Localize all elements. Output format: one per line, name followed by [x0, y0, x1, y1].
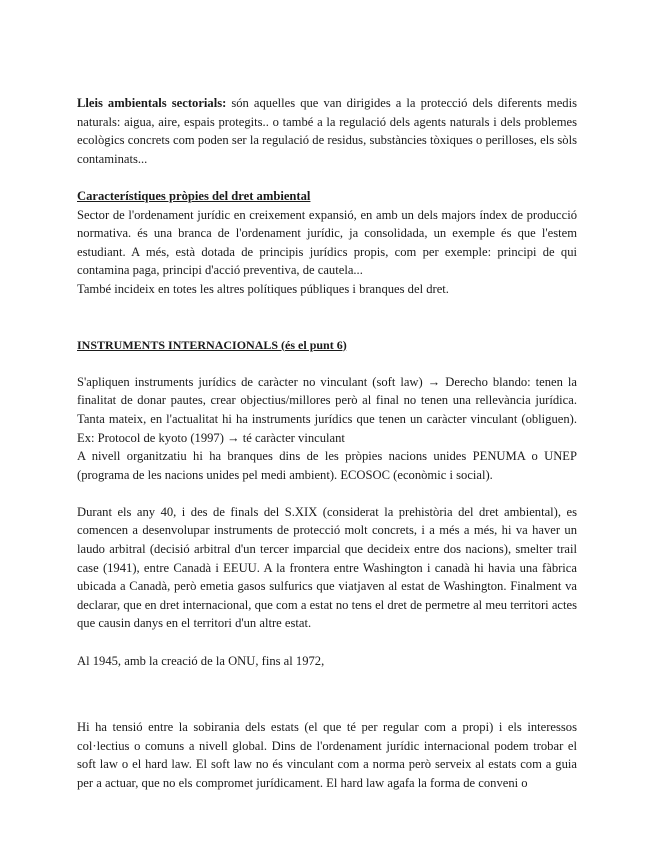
spacer: [77, 484, 577, 503]
paragraph-sectoral-laws: [77, 94, 577, 168]
sectoral-laws-term: Lleis ambientals sectorials:: [77, 96, 227, 110]
spacer: [77, 168, 577, 187]
paragraph-soft-law: S'apliquen instruments jurídics de caràcter no vinculant (soft law) → Derecho blando: tenen la finalitat de donar pautes, crear objectius/millores però al final no tenen una rellevància jurídica. Tanta mateix, en l'actualitat hi ha instruments jurídics que tenen un caràcter vinculant (obliguen). Ex: Protocol de kyoto (1997) → té caràcter vinculant: [77, 374, 577, 445]
document-page: [77, 94, 577, 793]
spacer: [77, 633, 577, 652]
paragraph-also-affects: També incideix en totes les altres polítiques públiques i branques del dret.: [77, 281, 449, 296]
spacer: [77, 299, 577, 336]
heading-international-instruments: INSTRUMENTS INTERNACIONALS (és el punt 6): [77, 337, 347, 352]
paragraph-sovereignty: Hi ha tensió entre la sobirania dels estats (el que té per regular com a propi) i els interessos col·lectius o comuns a nivell global. Dins de l'ordenament jurídic internacional podem trobar el soft law o el hard law. El soft law no és vinculant com a norma però serveix al estats com a guia per a actuar, que no els compromet jurídicament. El hard law agafa la forma de conveni o: [77, 720, 577, 790]
paragraph-history: Durant els any 40, i des de finals del S.XIX (considerat la prehistòria del dret ambiental), es comencen a desenvolupar instruments de protecció molt concrets, i a més a més, hi va haver un laudo arbitral (decisió arbitral d'un tercer imparcial que decideix entre dos nacions), smelter trail case (1941), entre Canadà i EEUU. A la frontera entre Washington i canadà hi havia una fàbrica ubicada a Canadà, però emetia gasos sulfurics que viatjaven al estat de Washington. Finalment va declarar, que en dret internacional, que com a estat no tens el dret de permetre al meu territori actes que causin danys en el territori d'un altre estat.: [77, 504, 577, 631]
paragraph-onu: Al 1945, amb la creació de la ONU, fins al 1972,: [77, 653, 325, 668]
heading-characteristics: Característiques pròpies del dret ambiental: [77, 188, 311, 203]
spacer: [77, 354, 577, 373]
sectoral-laws-text: són aquelles que van dirigides a la protecció dels diferents medis naturals: aigua, aire, espais protegits.. o també a la regulació dels agents naturals i dels problemes ecològics concrets com poden ser la regulació de residus, substàncies tòxiques o perilloses, els sòls contaminats...: [77, 96, 577, 166]
paragraph-characteristics: Sector de l'ordenament jurídic en creixement expansió, en amb un dels majors índex de producció normativa. és una branca de l'ordenament jurídic, ja consolidada, un exemple és que l'estem estudiant. A més, està dotada de principis jurídics propis, com per exemple: principi de qui contamina paga, principi d'acció preventiva, de cautela...: [77, 207, 577, 278]
spacer: [77, 670, 577, 718]
paragraph-organizational: A nivell organitzatiu hi ha branques dins de les pròpies nacions unides PENUMA o UNEP (programa de les nacions unides pel medi ambient). ECOSOC (econòmic i social).: [77, 449, 577, 482]
